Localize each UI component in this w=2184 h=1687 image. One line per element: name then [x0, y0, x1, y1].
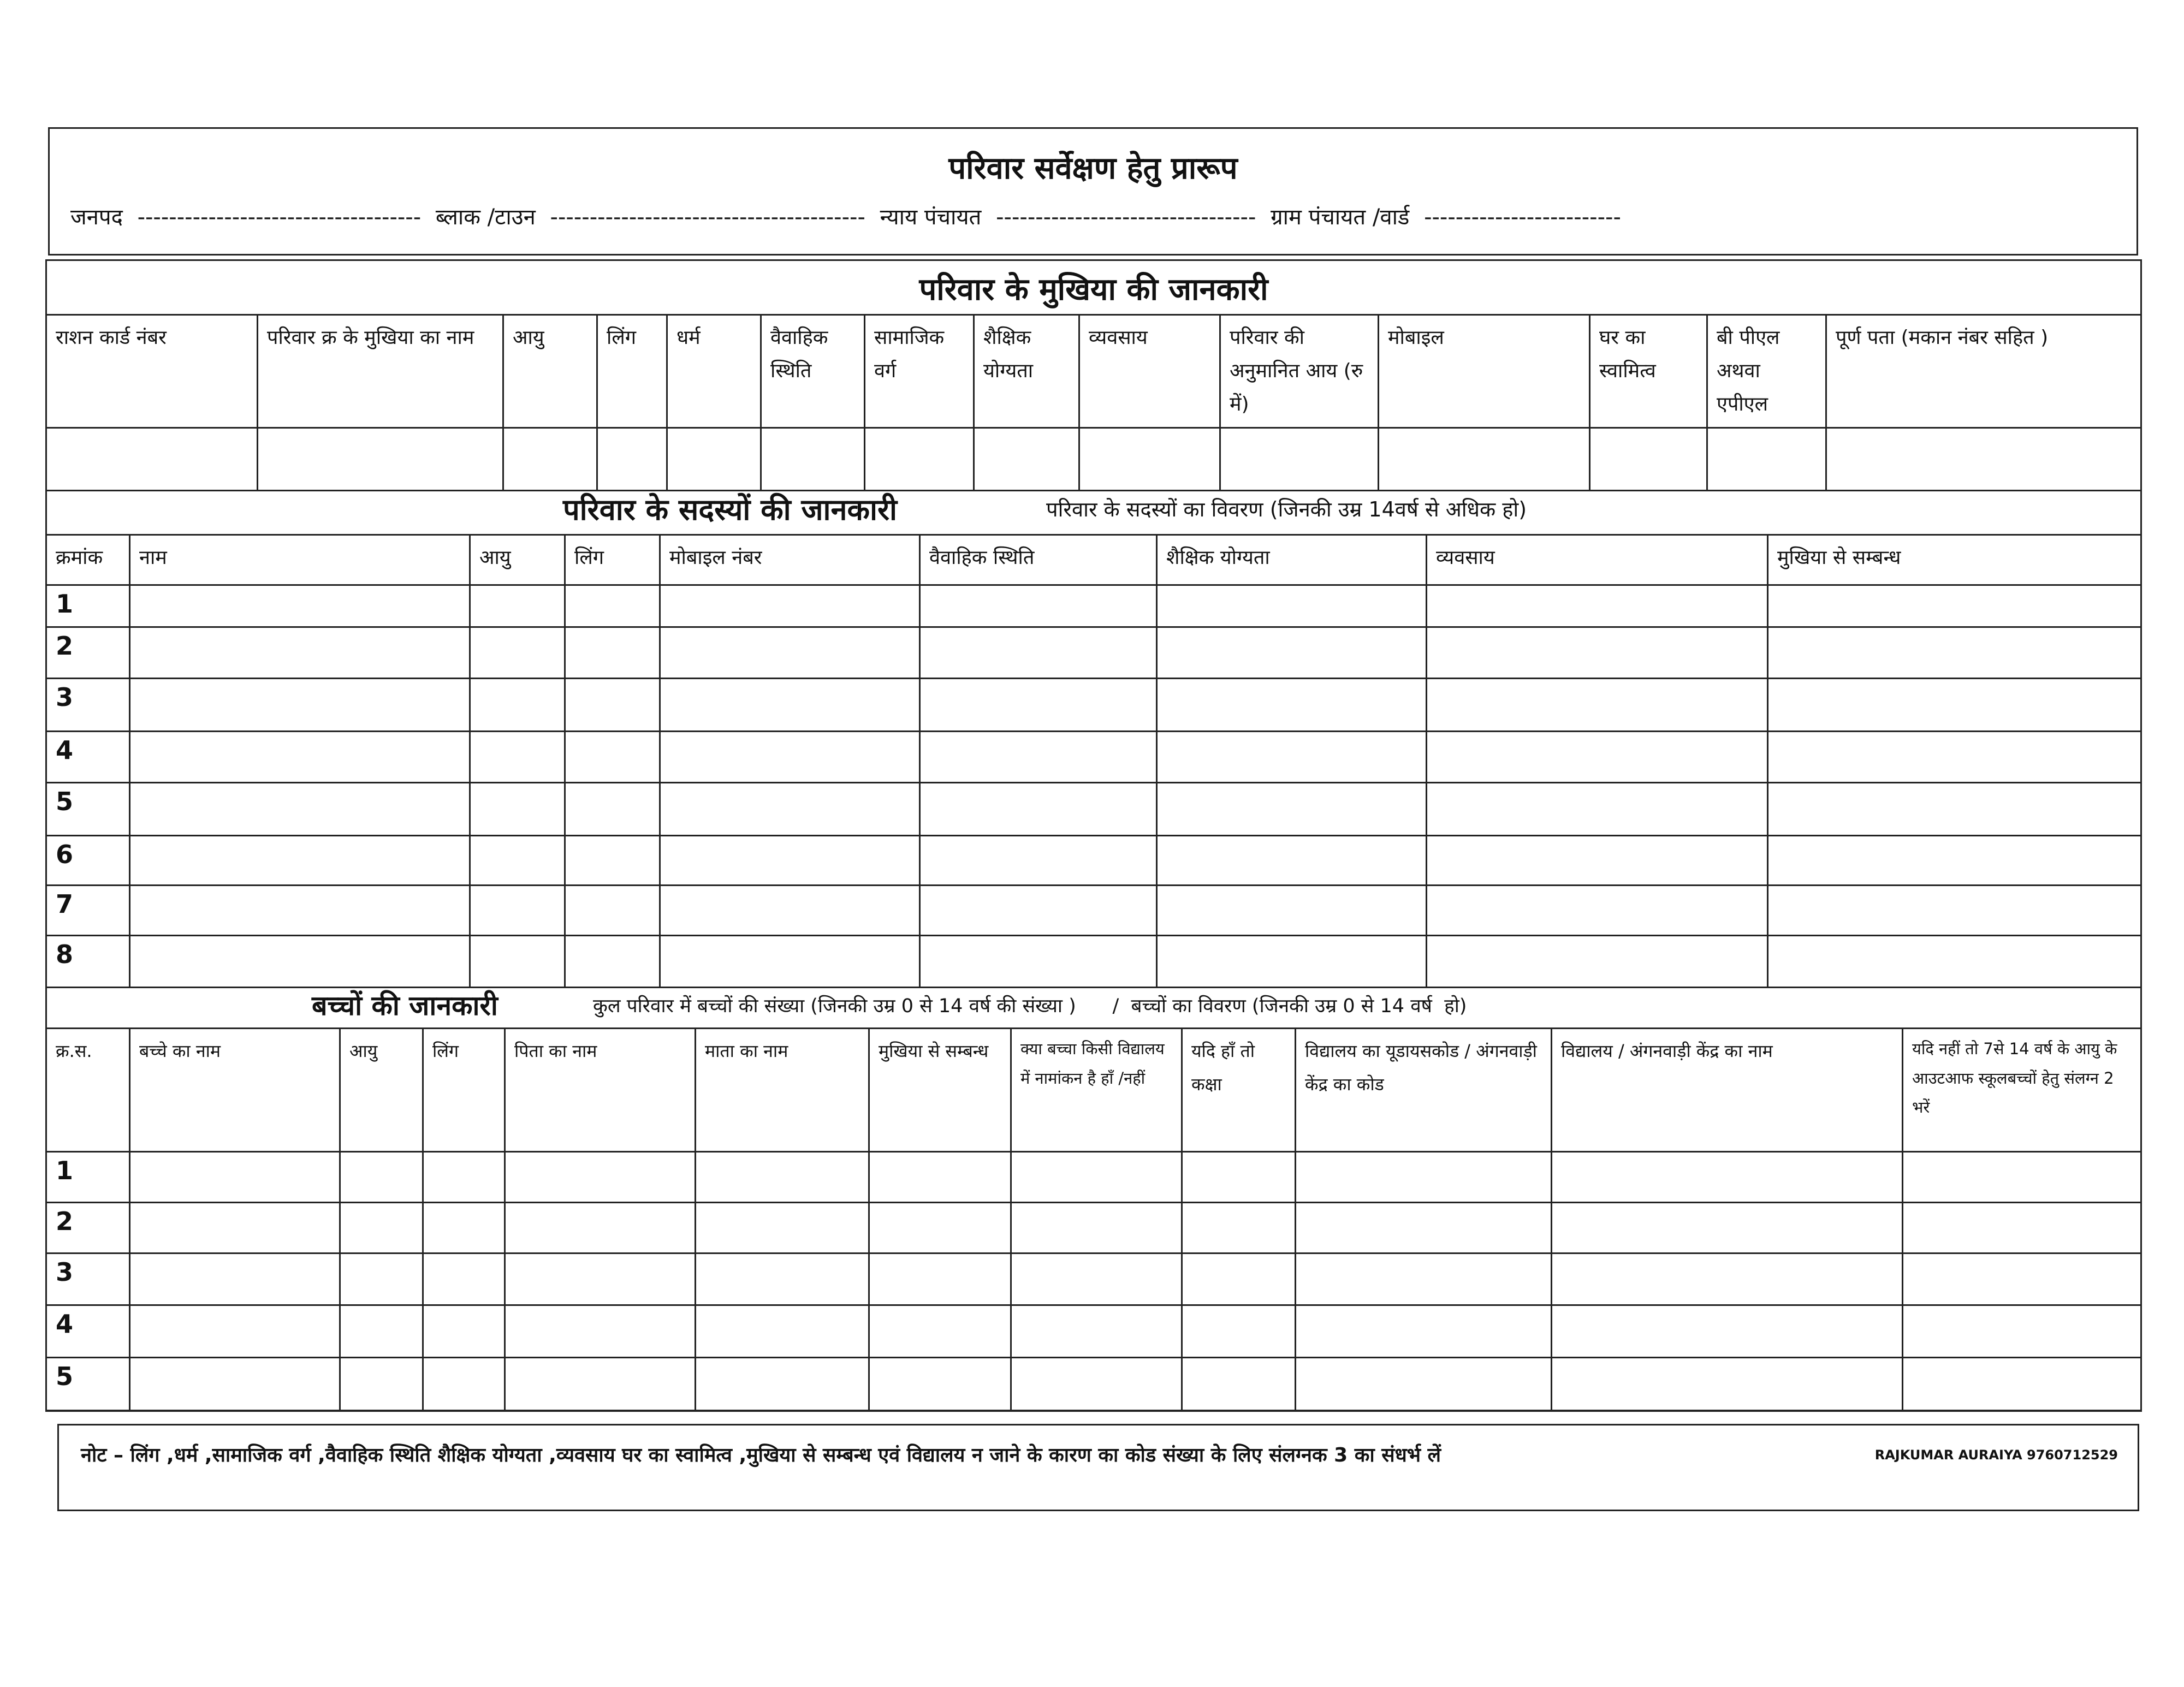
head-input-cell[interactable] [761, 427, 865, 490]
table-row [46, 1358, 2141, 1411]
members-col-education: शैक्षिक योग्यता [1157, 535, 1427, 585]
input-cell[interactable] [470, 885, 565, 935]
input-cell[interactable] [565, 731, 660, 782]
input-cell[interactable] [340, 1203, 423, 1254]
input-cell[interactable] [1427, 885, 1768, 935]
input-cell[interactable] [696, 1152, 869, 1203]
children-col-father: पिता का नाम [505, 1029, 696, 1152]
input-cell[interactable] [869, 1358, 1011, 1411]
input-cell[interactable] [1768, 731, 2141, 782]
head-col-bpl: बी पीएल अथवा एपीएल [1707, 315, 1826, 428]
input-cell[interactable] [565, 585, 660, 627]
input-cell[interactable] [1157, 627, 1427, 678]
input-cell[interactable] [1182, 1203, 1296, 1254]
input-cell[interactable] [505, 1305, 696, 1358]
input-cell[interactable] [1903, 1203, 2141, 1254]
input-cell[interactable] [696, 1203, 869, 1254]
row-number: 2 [46, 1203, 130, 1254]
children-col-out-of-school: यदि नहीं तो 7से 14 वर्ष के आयु के आउटआफ स्कूलबच्चों हेतु संलग्न 2 भरें [1903, 1029, 2141, 1152]
members-col-occupation: व्यवसाय [1427, 535, 1768, 585]
table-row [46, 585, 2141, 627]
input-cell[interactable] [340, 1152, 423, 1203]
table-row [46, 885, 2141, 935]
head-col-ownership: घर का स्वामित्व [1590, 315, 1707, 428]
input-cell[interactable] [470, 585, 565, 627]
head-input-cell[interactable] [1220, 427, 1379, 490]
children-col-udise: विद्यालय का यूडायसकोड / अंगनवाड़ी केंद्र का कोड [1296, 1029, 1552, 1152]
input-cell[interactable] [1552, 1152, 1903, 1203]
head-input-cell[interactable] [1826, 427, 2141, 490]
table-row [46, 935, 2141, 987]
input-cell[interactable] [1552, 1305, 1903, 1358]
input-cell[interactable] [1768, 835, 2141, 885]
input-cell[interactable] [1903, 1305, 2141, 1358]
members-section-subtitle: परिवार के सदस्यों का विवरण (जिनकी उम्र 14वर्ष से अधिक हो) [1046, 497, 1527, 521]
head-col-religion: धर्म [667, 315, 761, 428]
input-cell[interactable] [660, 731, 920, 782]
gram-label: ग्राम पंचायत /वार्ड [1271, 205, 1410, 230]
children-col-serial: क्र.स. [46, 1029, 130, 1152]
row-number: 3 [46, 678, 130, 731]
row-number: 5 [46, 782, 130, 835]
head-col-gender: लिंग [597, 315, 667, 428]
input-cell[interactable] [1427, 585, 1768, 627]
input-cell[interactable] [660, 885, 920, 935]
input-cell[interactable] [130, 1203, 340, 1254]
input-cell[interactable] [920, 885, 1157, 935]
input-cell[interactable] [1011, 1203, 1182, 1254]
nyay-label: न्याय पंचायत [880, 205, 982, 230]
input-cell[interactable] [470, 935, 565, 987]
head-input-cell[interactable] [503, 427, 597, 490]
input-cell[interactable] [1903, 1254, 2141, 1305]
children-col-relation: मुखिया से सम्बन्ध [869, 1029, 1011, 1152]
children-section-subtitle: कुल परिवार में बच्चों की संख्या (जिनकी उम्र 0 से 14 वर्ष की संख्या ) / बच्चों का विवरण (जिनकी उम्र 0 से 14 वर्ष हो) [593, 995, 1467, 1017]
input-cell[interactable] [1011, 1358, 1182, 1411]
input-cell[interactable] [696, 1254, 869, 1305]
input-cell[interactable] [1182, 1358, 1296, 1411]
head-col-occupation: व्यवसाय [1079, 315, 1220, 428]
note-box [57, 1424, 2139, 1511]
input-cell[interactable] [1552, 1358, 1903, 1411]
nyay-line[interactable]: --------------------------------- [996, 205, 1256, 230]
head-col-social: सामाजिक वर्ग [865, 315, 974, 428]
input-cell[interactable] [565, 627, 660, 678]
input-cell[interactable] [130, 678, 470, 731]
row-number: 5 [46, 1358, 130, 1411]
page-title: परिवार सर्वेक्षण हेतु प्रारूप [948, 151, 1238, 186]
children-col-school-name: विद्यालय / अंगनवाड़ी केंद्र का नाम [1552, 1029, 1903, 1152]
input-cell[interactable] [470, 627, 565, 678]
input-cell[interactable] [1903, 1358, 2141, 1411]
children-col-enrolled: क्या बच्चा किसी विद्यालय में नामांकन है हाँ /नहीं [1011, 1029, 1182, 1152]
input-cell[interactable] [1011, 1305, 1182, 1358]
input-cell[interactable] [920, 678, 1157, 731]
head-col-name: परिवार क्र के मुखिया का नाम [258, 315, 503, 428]
input-cell[interactable] [1182, 1305, 1296, 1358]
input-cell[interactable] [1427, 678, 1768, 731]
input-cell[interactable] [1903, 1152, 2141, 1203]
table-row [46, 678, 2141, 731]
input-cell[interactable] [1427, 731, 1768, 782]
input-cell[interactable] [130, 885, 470, 935]
janpad-label: जनपद [70, 205, 123, 230]
row-number: 3 [46, 1254, 130, 1305]
head-input-cell[interactable] [1379, 427, 1590, 490]
input-cell[interactable] [565, 678, 660, 731]
input-cell[interactable] [130, 1305, 340, 1358]
input-cell[interactable] [505, 1358, 696, 1411]
input-cell[interactable] [696, 1358, 869, 1411]
input-cell[interactable] [470, 782, 565, 835]
form-header [48, 127, 2138, 256]
input-cell[interactable] [1768, 627, 2141, 678]
input-cell[interactable] [1296, 1254, 1552, 1305]
input-cell[interactable] [1552, 1254, 1903, 1305]
head-input-cell[interactable] [865, 427, 974, 490]
input-cell[interactable] [470, 678, 565, 731]
input-cell[interactable] [1011, 1152, 1182, 1203]
head-input-cell[interactable] [974, 427, 1079, 490]
input-cell[interactable] [130, 782, 470, 835]
input-cell[interactable] [920, 731, 1157, 782]
input-cell[interactable] [1157, 678, 1427, 731]
children-col-name: बच्चे का नाम [130, 1029, 340, 1152]
input-cell[interactable] [130, 835, 470, 885]
head-input-cell[interactable] [1707, 427, 1826, 490]
input-cell[interactable] [505, 1203, 696, 1254]
children-section-title: बच्चों की जानकारी [312, 990, 498, 1021]
table-row [46, 1203, 2141, 1254]
input-cell[interactable] [1157, 835, 1427, 885]
children-section-title-band [47, 981, 2140, 1030]
row-number: 8 [46, 935, 130, 987]
input-cell[interactable] [130, 935, 470, 987]
input-cell[interactable] [423, 1152, 505, 1203]
row-number: 6 [46, 835, 130, 885]
row-number: 7 [46, 885, 130, 935]
head-section-title: परिवार के मुखिया की जानकारी [919, 272, 1268, 307]
input-cell[interactable] [340, 1305, 423, 1358]
head-input-cell[interactable] [597, 427, 667, 490]
input-cell[interactable] [660, 627, 920, 678]
head-input-cell[interactable] [1590, 427, 1707, 490]
row-number: 2 [46, 627, 130, 678]
head-col-income: परिवार की अनुमानित आय (रु में) [1220, 315, 1379, 428]
input-cell[interactable] [696, 1305, 869, 1358]
input-cell[interactable] [1157, 935, 1427, 987]
input-cell[interactable] [660, 835, 920, 885]
table-row [46, 1305, 2141, 1358]
input-cell[interactable] [130, 585, 470, 627]
members-col-mobile: मोबाइल नंबर [660, 535, 920, 585]
input-cell[interactable] [1296, 1203, 1552, 1254]
members-section-title-band [47, 485, 2140, 535]
input-cell[interactable] [505, 1152, 696, 1203]
input-cell[interactable] [1296, 1305, 1552, 1358]
children-col-class: यदि हाँ तो कक्षा [1182, 1029, 1296, 1152]
members-col-relation: मुखिया से सम्बन्ध [1768, 535, 2141, 585]
input-cell[interactable] [1768, 885, 2141, 935]
input-cell[interactable] [1768, 585, 2141, 627]
input-cell[interactable] [1552, 1203, 1903, 1254]
input-cell[interactable] [1427, 935, 1768, 987]
input-cell[interactable] [565, 835, 660, 885]
table-row [46, 835, 2141, 885]
input-cell[interactable] [340, 1254, 423, 1305]
input-cell[interactable] [565, 885, 660, 935]
table-row [46, 1152, 2141, 1203]
input-cell[interactable] [920, 585, 1157, 627]
head-input-cell[interactable] [258, 427, 503, 490]
location-fields [70, 201, 1629, 231]
children-col-gender: लिंग [423, 1029, 505, 1152]
members-col-marital: वैवाहिक स्थिति [920, 535, 1157, 585]
input-cell[interactable] [565, 782, 660, 835]
table-row [46, 627, 2141, 678]
head-col-age: आयु [503, 315, 597, 428]
input-cell[interactable] [130, 1254, 340, 1305]
note-text: नोट – लिंग ,धर्म ,सामाजिक वर्ग ,वैवाहिक स्थिति शैक्षिक योग्यता ,व्यवसाय घर का स्वामित्व ,मुखिया से सम्बन्ध एवं विद्यालय न जाने के कारण का कोड संख्या के लिए संलग्नक 3 का संधर्भ लें [81, 1444, 1441, 1466]
janpad-line[interactable]: ------------------------------------ [137, 205, 422, 230]
row-number: 4 [46, 731, 130, 782]
table-row [46, 1254, 2141, 1305]
input-cell[interactable] [920, 835, 1157, 885]
children-col-mother: माता का नाम [696, 1029, 869, 1152]
members-col-name: नाम [130, 535, 470, 585]
block-label: ब्लाक /टाउन [435, 205, 536, 230]
input-cell[interactable] [423, 1358, 505, 1411]
input-cell[interactable] [423, 1203, 505, 1254]
input-cell[interactable] [660, 782, 920, 835]
children-col-age: आयु [340, 1029, 423, 1152]
input-cell[interactable] [1768, 782, 2141, 835]
input-cell[interactable] [1427, 627, 1768, 678]
input-cell[interactable] [1768, 678, 2141, 731]
input-cell[interactable] [1157, 585, 1427, 627]
input-cell[interactable] [423, 1254, 505, 1305]
row-number: 1 [46, 1152, 130, 1203]
input-cell[interactable] [660, 935, 920, 987]
input-cell[interactable] [920, 935, 1157, 987]
input-cell[interactable] [423, 1305, 505, 1358]
input-cell[interactable] [1427, 782, 1768, 835]
input-cell[interactable] [920, 782, 1157, 835]
members-table [45, 534, 2142, 988]
input-cell[interactable] [505, 1254, 696, 1305]
input-cell[interactable] [1296, 1358, 1552, 1411]
input-cell[interactable] [1157, 731, 1427, 782]
head-table [45, 314, 2142, 491]
input-cell[interactable] [470, 835, 565, 885]
input-cell[interactable] [920, 627, 1157, 678]
members-section-title: परिवार के सदस्यों की जानकारी [563, 492, 898, 527]
form-body [45, 259, 2142, 1411]
credit-text: RAJKUMAR AURAIYA 9760712529 [1874, 1447, 2118, 1463]
members-col-serial: क्रमांक [46, 535, 130, 585]
input-cell[interactable] [340, 1358, 423, 1411]
input-cell[interactable] [1768, 935, 2141, 987]
head-input-row [46, 427, 2141, 490]
input-cell[interactable] [130, 731, 470, 782]
table-row [46, 731, 2141, 782]
input-cell[interactable] [869, 1152, 1011, 1203]
head-input-cell[interactable] [667, 427, 761, 490]
input-cell[interactable] [1182, 1254, 1296, 1305]
input-cell[interactable] [565, 935, 660, 987]
head-col-address: पूर्ण पता (मकान नंबर सहित ) [1826, 315, 2141, 428]
head-col-marital: वैवाहिक स्थिति [761, 315, 865, 428]
row-number: 1 [46, 585, 130, 627]
input-cell[interactable] [660, 678, 920, 731]
head-col-ration: राशन कार्ड नंबर [46, 315, 258, 428]
input-cell[interactable] [869, 1254, 1011, 1305]
block-line[interactable]: ---------------------------------------- [550, 205, 865, 230]
input-cell[interactable] [470, 731, 565, 782]
gram-line[interactable]: ------------------------- [1424, 205, 1621, 230]
table-row [46, 782, 2141, 835]
head-col-mobile: मोबाइल [1379, 315, 1590, 428]
head-input-cell[interactable] [1079, 427, 1220, 490]
input-cell[interactable] [1182, 1152, 1296, 1203]
head-input-cell[interactable] [46, 427, 258, 490]
input-cell[interactable] [130, 1358, 340, 1411]
children-table [45, 1027, 2142, 1412]
input-cell[interactable] [660, 585, 920, 627]
head-col-education: शैक्षिक योग्यता [974, 315, 1079, 428]
members-col-gender: लिंग [565, 535, 660, 585]
input-cell[interactable] [869, 1305, 1011, 1358]
members-col-age: आयु [470, 535, 565, 585]
input-cell[interactable] [1157, 885, 1427, 935]
input-cell[interactable] [1296, 1152, 1552, 1203]
input-cell[interactable] [1157, 782, 1427, 835]
head-section-title-band [47, 261, 2140, 316]
input-cell[interactable] [1011, 1254, 1182, 1305]
input-cell[interactable] [130, 1152, 340, 1203]
input-cell[interactable] [869, 1203, 1011, 1254]
input-cell[interactable] [130, 627, 470, 678]
row-number: 4 [46, 1305, 130, 1358]
input-cell[interactable] [1427, 835, 1768, 885]
